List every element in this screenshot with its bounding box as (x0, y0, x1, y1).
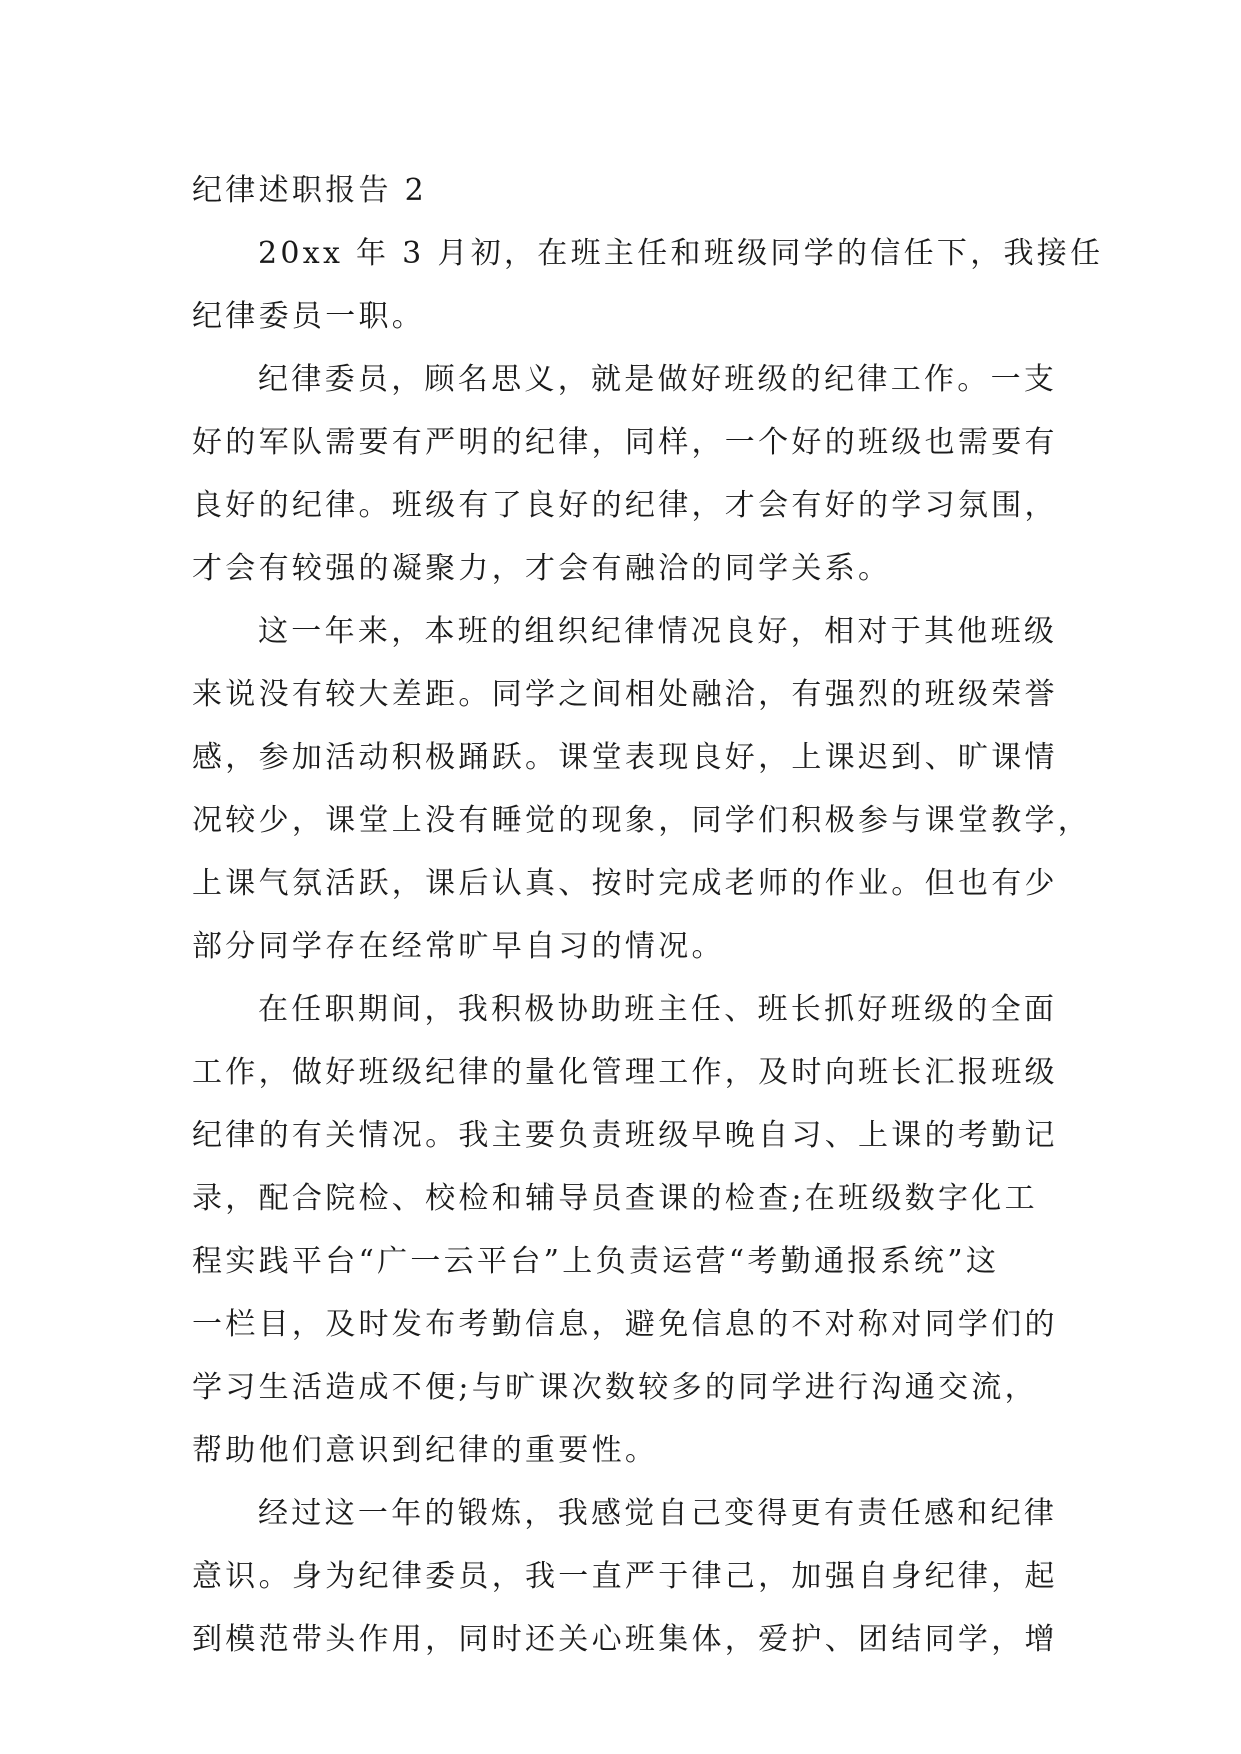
paragraph-line: 在任职期间，我积极协助班主任、班长抓好班级的全面 (258, 992, 1058, 1027)
paragraph-line: 到模范带头作用，同时还关心班集体，爱护、团结同学，增 (192, 1622, 1058, 1657)
document-title: 纪律述职报告 2 (192, 173, 428, 208)
paragraph-line: 20xx 年 3 月初，在班主任和班级同学的信任下，我接任 (258, 236, 1104, 271)
document-body (192, 159, 1104, 1671)
paragraph-line: 来说没有较大差距。同学之间相处融洽，有强烈的班级荣誉 (192, 677, 1058, 712)
paragraph-line: 程实践平台“广一云平台”上负责运营“考勤通报系统”这 (192, 1244, 1000, 1279)
paragraph-line: 良好的纪律。班级有了良好的纪律，才会有好的学习氛围， (192, 488, 1058, 523)
paragraph-line: 意识。身为纪律委员，我一直严于律己，加强自身纪律，起 (192, 1559, 1058, 1594)
paragraph-line: 经过这一年的锻炼，我感觉自己变得更有责任感和纪律 (258, 1496, 1058, 1531)
paragraph-line: 感，参加活动积极踊跃。课堂表现良好，上课迟到、旷课情 (192, 740, 1058, 775)
paragraph-line: 工作，做好班级纪律的量化管理工作，及时向班长汇报班级 (192, 1055, 1058, 1090)
paragraph-line: 部分同学存在经常旷早自习的情况。 (192, 929, 725, 964)
paragraph-line: 纪律委员，顾名思义，就是做好班级的纪律工作。一支 (258, 362, 1058, 397)
paragraph-4 (192, 978, 1058, 1482)
paragraph-2 (192, 348, 1058, 600)
paragraph-line: 纪律的有关情况。我主要负责班级早晚自习、上课的考勤记 (192, 1118, 1058, 1153)
paragraph-line: 纪律委员一职。 (192, 299, 426, 334)
paragraph-line: 帮助他们意识到纪律的重要性。 (192, 1433, 659, 1468)
paragraph-1 (192, 222, 1104, 348)
paragraph-line: 好的军队需要有严明的纪律，同样，一个好的班级也需要有 (192, 425, 1058, 460)
paragraph-5 (192, 1482, 1058, 1671)
paragraph-line: 录，配合院检、校检和辅导员查课的检查;在班级数字化工 (192, 1181, 1038, 1216)
paragraph-line: 一栏目，及时发布考勤信息，避免信息的不对称对同学们的 (192, 1307, 1058, 1342)
paragraph-3 (192, 600, 1092, 978)
paragraph-line: 才会有较强的凝聚力，才会有融洽的同学关系。 (192, 551, 892, 586)
paragraph-line: 况较少，课堂上没有睡觉的现象，同学们积极参与课堂教学， (192, 803, 1092, 838)
paragraph-line: 上课气氛活跃，课后认真、按时完成老师的作业。但也有少 (192, 866, 1058, 901)
paragraph-line: 学习生活造成不便;与旷课次数较多的同学进行沟通交流， (192, 1370, 1038, 1405)
paragraph-line: 这一年来，本班的组织纪律情况良好，相对于其他班级 (258, 614, 1058, 649)
